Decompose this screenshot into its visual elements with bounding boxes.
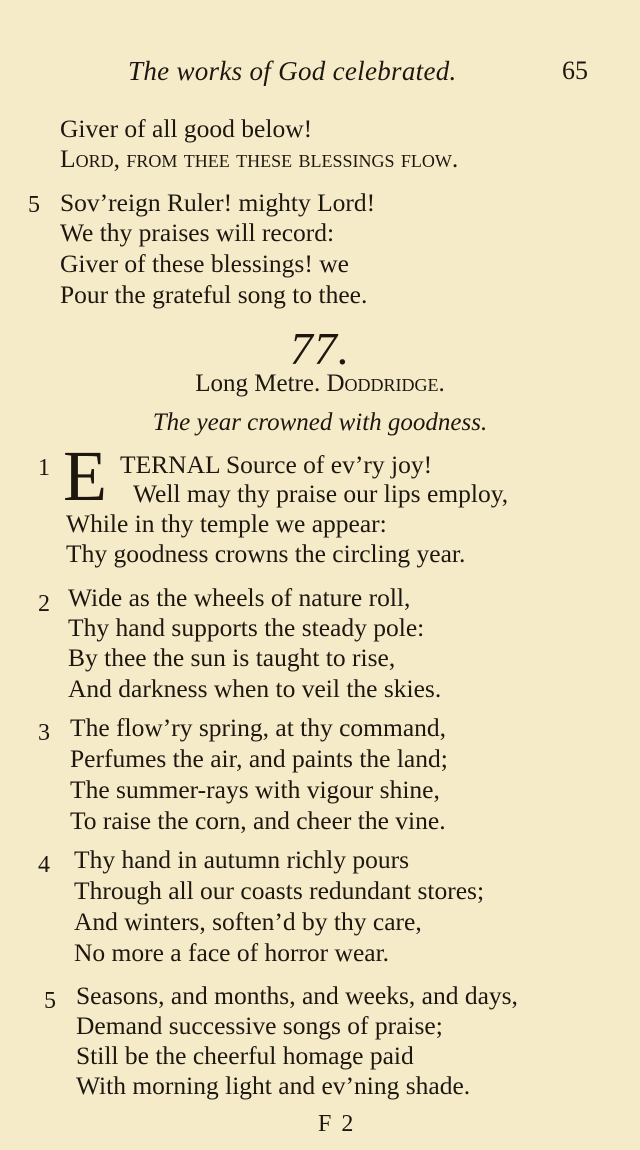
- hymn-number: 77.: [289, 323, 351, 374]
- verse-line: Thy goodness crowns the circling year.: [66, 539, 466, 568]
- verse-line: We thy praises will record:: [60, 218, 335, 247]
- verse-number: 5: [28, 192, 40, 218]
- verse-number: 5: [44, 988, 56, 1014]
- verse-number: 2: [38, 591, 50, 617]
- verse-line: With morning light and ev’ning shade.: [76, 1071, 471, 1100]
- verse-line: Sov’reign Ruler! mighty Lord!: [60, 188, 376, 217]
- verse-line: Demand successive songs of praise;: [76, 1011, 443, 1040]
- verse-line: The flow’ry spring, at thy command,: [70, 713, 447, 742]
- hymn-author: Doddridge.: [326, 370, 445, 397]
- verse-line: And darkness when to veil the skies.: [68, 674, 442, 703]
- verse-line: Giver of these blessings! we: [60, 249, 349, 278]
- verse-line: To raise the corn, and cheer the vine.: [70, 806, 446, 835]
- verse-line: Perfumes the air, and paints the land;: [70, 744, 448, 773]
- verse-line: The summer-rays with vigour shine,: [70, 775, 440, 804]
- drop-cap: E: [63, 436, 107, 516]
- hymn-meter-line: [0, 370, 640, 398]
- prev-hymn-line: Giver of all good below!: [60, 114, 313, 143]
- verse-line: And winters, soften’d by thy care,: [74, 907, 422, 936]
- signature-mark: F 2: [318, 1111, 356, 1137]
- page-number: 65: [562, 56, 588, 85]
- verse-line: Still be the cheerful homage paid: [76, 1041, 414, 1070]
- verse-line: Seasons, and months, and weeks, and days,: [76, 981, 518, 1010]
- verse-line: By thee the sun is taught to rise,: [68, 643, 396, 672]
- verse-number: 3: [38, 720, 50, 746]
- verse-line: Wide as the wheels of nature roll,: [68, 583, 411, 612]
- verse-number: 1: [38, 455, 50, 481]
- verse-line: Thy hand supports the steady pole:: [68, 613, 425, 642]
- hymn-subtitle: The year crowned with goodness.: [152, 409, 488, 436]
- verse-line: Pour the grateful song to thee.: [60, 280, 368, 309]
- first-word-caps: TERNAL: [120, 450, 220, 479]
- verse-line: No more a face of horror wear.: [74, 938, 390, 967]
- verse-line: [120, 450, 432, 480]
- verse-number: 4: [38, 852, 50, 878]
- verse-line: While in thy temple we appear:: [66, 509, 387, 538]
- prev-hymn-line: Lord, from thee these blessings flow.: [60, 144, 459, 173]
- running-title: The works of God celebrated.: [128, 56, 457, 86]
- hymn-meter: Long Metre.: [195, 370, 321, 397]
- verse-line: Thy hand in autumn richly pours: [74, 845, 409, 874]
- verse-line: Well may thy praise our lips employ,: [133, 479, 509, 508]
- first-line-rest: Source of ev’ry joy!: [219, 450, 433, 479]
- verse-line: Through all our coasts redundant stores;: [74, 876, 485, 905]
- running-head: [0, 56, 640, 92]
